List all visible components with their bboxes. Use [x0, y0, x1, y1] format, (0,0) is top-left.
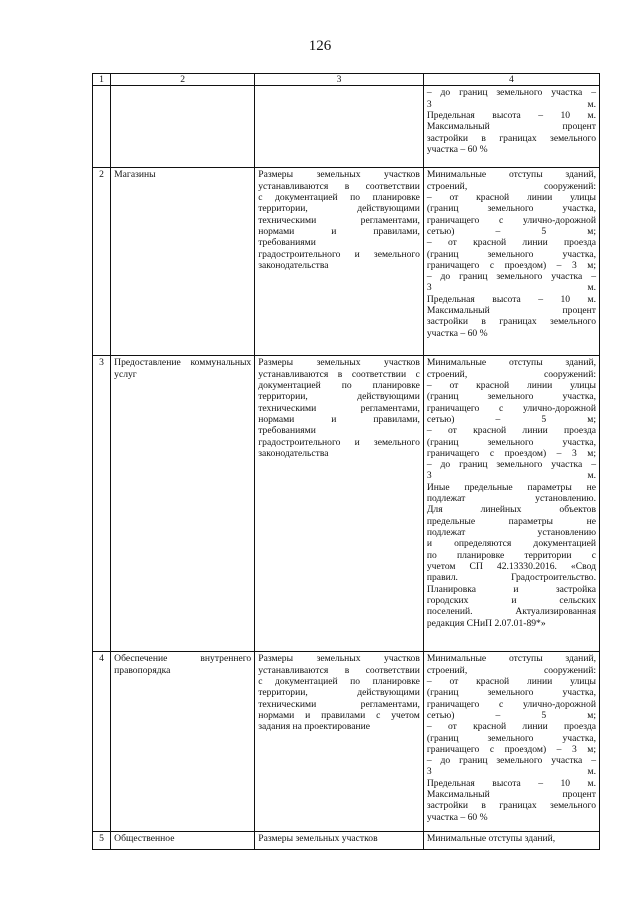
parameter-line: городских и сельских [426, 594, 596, 606]
plot-size-cell [255, 356, 424, 652]
row-number: 2 [93, 168, 111, 356]
parameter-line: по планировке территории с [426, 549, 596, 561]
parameter-line: (границ земельного участка, [426, 687, 596, 699]
plot-size-line: документацией по планировке [258, 379, 420, 391]
land-use-table [92, 73, 600, 850]
plot-size-cell [255, 652, 424, 832]
parameters-cell [423, 86, 599, 168]
parameter-line: граничащего с улично-дорожной [426, 698, 596, 710]
parameter-line: сетью) – 5 м; [426, 413, 596, 425]
parameter-line: Минимальные отступы зданий, [426, 357, 596, 369]
parameter-line: Предельная высота – 10 м. [426, 109, 596, 121]
column-header: 3 [255, 74, 424, 86]
table-header-row [93, 74, 600, 86]
plot-size-line: Размеры земельных участков [258, 653, 420, 665]
parameter-line: – до границ земельного участка – [426, 459, 596, 471]
plot-size-line: законодательства [258, 259, 329, 271]
parameters-cell [423, 652, 599, 832]
parameter-line: Предельная высота – 10 м. [426, 293, 596, 305]
parameter-line: (границ земельного участка, [426, 248, 596, 260]
parameter-line: 3 м. [426, 282, 596, 294]
table-row [93, 86, 600, 168]
plot-size-line: с документацией по планировке [258, 191, 420, 203]
parameter-line: (границ земельного участка, [426, 391, 596, 403]
parameter-line: Для линейных объектов [426, 504, 596, 516]
parameters-cell [423, 832, 599, 850]
parameter-line: застройки в границах земельного [426, 800, 596, 812]
parameter-line: (границ земельного участка, [426, 732, 596, 744]
use-type-name [111, 86, 255, 168]
parameter-line: сетью) – 5 м; [426, 709, 596, 721]
row-number [93, 86, 111, 168]
use-type-name: Обеспечение внутреннего правопорядка [111, 652, 255, 832]
parameter-line: поселений. Актуализированная [426, 606, 596, 618]
plot-size-line: техническими регламентами, [258, 214, 420, 226]
plot-size-line: задания на проектирование [258, 721, 371, 733]
column-header: 2 [111, 74, 255, 86]
parameter-line: подлежат установлению [426, 527, 596, 538]
plot-size-line: с документацией по планировке [258, 675, 420, 687]
parameter-line: Минимальные отступы зданий, [426, 653, 596, 665]
use-type-name: Магазины [111, 168, 255, 356]
plot-size-line: устанавливаются в соответствии [258, 664, 420, 676]
column-header: 1 [93, 74, 111, 86]
plot-size-cell [255, 86, 424, 168]
plot-size-line: градостроительного и земельного [258, 436, 420, 448]
plot-size-line: территории, действующими [258, 687, 420, 699]
parameter-line: граничащего с проездом) – 3 м; [426, 259, 596, 271]
parameter-line: – до границ земельного участка – [426, 755, 596, 767]
parameter-line: строений, сооружений: [426, 180, 596, 192]
parameter-line: граничащего с улично-дорожной [426, 402, 596, 414]
parameter-line: строений, сооружений: [426, 664, 596, 676]
parameter-line: Максимальный процент [426, 305, 596, 317]
parameter-line: 3 м. [426, 98, 596, 110]
plot-size-line: территории, действующими [258, 203, 420, 215]
parameter-line: – от красной линии проезда [426, 237, 596, 249]
parameter-line: – от красной линии улицы [426, 675, 596, 687]
parameter-line: застройки в границах земельного [426, 132, 596, 144]
parameter-line: граничащего с проездом) – 3 м; [426, 447, 596, 459]
parameter-line: застройки в границах земельного [426, 316, 596, 328]
parameter-line: подлежат установлению. [426, 493, 596, 505]
use-type-name: Общественное [111, 832, 255, 850]
parameter-line: редакция СНиП 2.07.01-89*» [426, 617, 546, 629]
plot-size-line: Размеры земельных участков [258, 833, 378, 845]
plot-size-line: нормами и правилами с учетом [258, 709, 420, 721]
plot-size-line: устанавливаются в соответствии с [258, 368, 420, 380]
parameter-line: предельные параметры не [426, 515, 596, 527]
row-number: 5 [93, 832, 111, 850]
parameter-line: учетом СП 42.13330.2016. «Свод [426, 560, 596, 572]
plot-size-line: техническими регламентами, [258, 402, 420, 414]
plot-size-line: нормами и правилами, [258, 225, 420, 237]
column-header: 4 [423, 74, 599, 86]
parameter-line: – от красной линии проезда [426, 721, 596, 733]
plot-size-cell [255, 168, 424, 356]
parameter-line: граничащего с улично-дорожной [426, 214, 596, 226]
parameter-line: участка – 60 % [426, 811, 488, 823]
parameter-line: граничащего с проездом) – 3 м; [426, 743, 596, 755]
plot-size-line: требованиями [258, 237, 316, 249]
parameter-line: – до границ земельного участка – [426, 271, 596, 283]
plot-size-line: техническими регламентами, [258, 698, 420, 710]
parameter-line: – от красной линии улицы [426, 379, 596, 391]
row-number: 4 [93, 652, 111, 832]
table-row [93, 356, 600, 652]
parameter-line: (границ земельного участка, [426, 203, 596, 215]
plot-size-line: градостроительного и земельного [258, 248, 420, 260]
plot-size-line: Размеры земельных участков [258, 357, 420, 369]
plot-size-cell [255, 832, 424, 850]
parameters-cell [423, 168, 599, 356]
parameter-line: Планировка и застройка [426, 583, 596, 595]
parameter-line: строений, сооружений: [426, 368, 596, 380]
plot-size-line: требованиями [258, 425, 316, 437]
parameter-line: 3 м. [426, 470, 596, 482]
parameter-line: участка – 60 % [426, 327, 488, 339]
use-type-name: Предоставление коммунальных услуг [111, 356, 255, 652]
parameter-line: и определяются документацией [426, 538, 596, 550]
parameter-line: Максимальный процент [426, 789, 596, 801]
parameter-line: Минимальные отступы зданий, [426, 169, 596, 181]
parameter-line: – от красной линии улицы [426, 191, 596, 203]
plot-size-line: Размеры земельных участков [258, 169, 420, 181]
plot-size-line: законодательства [258, 447, 329, 459]
plot-size-line: территории, действующими [258, 391, 420, 403]
parameter-line: 3 м. [426, 766, 596, 778]
page-number: 126 [308, 38, 332, 54]
parameter-line: – до границ земельного участка – [426, 87, 596, 99]
parameter-line: – от красной линии проезда [426, 425, 596, 437]
table-row [93, 652, 600, 832]
parameter-line: участка – 60 % [426, 143, 488, 155]
parameter-line: правил. Градостроительство. [426, 572, 596, 584]
parameter-line: (границ земельного участка, [426, 436, 596, 448]
table-row [93, 832, 600, 850]
parameter-line: Предельная высота – 10 м. [426, 777, 596, 789]
parameter-line: сетью) – 5 м; [426, 225, 596, 237]
parameter-line: Максимальный процент [426, 121, 596, 133]
plot-size-line: нормами и правилами, [258, 413, 420, 425]
row-number: 3 [93, 356, 111, 652]
table-row [93, 168, 600, 356]
plot-size-line: устанавливаются в соответствии [258, 180, 420, 192]
parameter-line: Минимальные отступы зданий, [426, 833, 556, 845]
parameters-cell [423, 356, 599, 652]
parameter-line: Иные предельные параметры не [426, 481, 596, 493]
